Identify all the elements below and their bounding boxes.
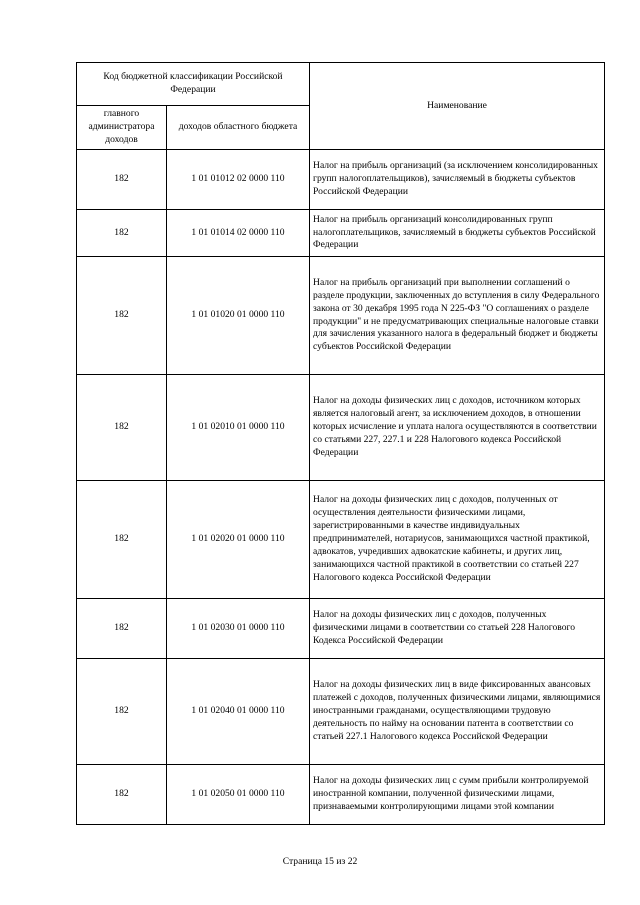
table-row [77,375,605,481]
table-row [77,257,605,375]
name-cell: Налог на доходы физических лиц с доходов, полученных физическими лицами в соответствии со статьей 228 Налогового Кодекса Российской Федерации [310,599,605,659]
header-regional-income: доходов областного бюджета [167,106,310,150]
header-name: Наименование [310,63,605,150]
table-row [77,481,605,599]
income-code-cell: 1 01 01012 02 0000 110 [167,150,310,210]
budget-classification-table [76,62,605,825]
admin-code-cell: 182 [77,257,167,375]
table-row [77,765,605,825]
name-cell: Налог на доходы физических лиц с сумм прибыли контролируемой иностранной компании, полученной физическими лицами, признаваемыми контролирующими лицами этой компании [310,765,605,825]
table-row [77,210,605,257]
page-number: Страница 15 из 22 [282,856,358,867]
admin-code-cell: 182 [77,150,167,210]
admin-code-cell: 182 [77,375,167,481]
admin-code-cell: 182 [77,765,167,825]
income-code-cell: 1 01 02020 01 0000 110 [167,481,310,599]
income-code-cell: 1 01 02040 01 0000 110 [167,659,310,765]
income-code-cell: 1 01 02030 01 0000 110 [167,599,310,659]
income-code-cell: 1 01 02010 01 0000 110 [167,375,310,481]
table-row [77,150,605,210]
name-cell: Налог на прибыль организаций (за исключением консолидированных групп налогоплательщиков), зачисляемый в бюджеты субъектов Российской Федерации [310,150,605,210]
name-cell: Налог на доходы физических лиц с доходов, полученных от осуществления деятельности физическими лицами, зарегистрированными в качестве индивидуальных предпринимателей, нотариусов, занимающихся частной практикой, адвокатов, учредивших адвокатские кабинеты, и других лиц, занимающихся частной практикой в соответствии со статьей 227 Налогового кодекса Российской Федерации [310,481,605,599]
admin-code-cell: 182 [77,599,167,659]
admin-code-cell: 182 [77,659,167,765]
header-budget-code-group: Код бюджетной классификации Российской Федерации [77,63,310,106]
admin-code-cell: 182 [77,210,167,257]
table-row [77,599,605,659]
admin-code-cell: 182 [77,481,167,599]
income-code-cell: 1 01 02050 01 0000 110 [167,765,310,825]
name-cell: Налог на прибыль организаций при выполнении соглашений о разделе продукции, заключенных до вступления в силу Федерального закона от 30 декабря 1995 года N 225-ФЗ "О соглашениях о разделе продукции" и не предусматривающих специальные налоговые ставки для зачисления указанного налога в федеральный бюджет и бюджеты субъектов Российской Федерации [310,257,605,375]
table-row [77,659,605,765]
name-cell: Налог на доходы физических лиц с доходов, источником которых является налоговый агент, за исключением доходов, в отношении которых исчисление и уплата налога осуществляются в соответствии со статьями 227, 227.1 и 228 Налогового кодекса Российской Федерации [310,375,605,481]
income-code-cell: 1 01 01014 02 0000 110 [167,210,310,257]
income-code-cell: 1 01 01020 01 0000 110 [167,257,310,375]
name-cell: Налог на прибыль организаций консолидированных групп налогоплательщиков, зачисляемый в бюджеты субъектов Российской Федерации [310,210,605,257]
name-cell: Налог на доходы физических лиц в виде фиксированных авансовых платежей с доходов, полученных физическими лицами, являющимися иностранными гражданами, осуществляющими трудовую деятельность по найму на основании патента в соответствии со статьей 227.1 Налогового кодекса Российской Федерации [310,659,605,765]
header-main-administrator: главного администратора доходов [77,106,167,150]
